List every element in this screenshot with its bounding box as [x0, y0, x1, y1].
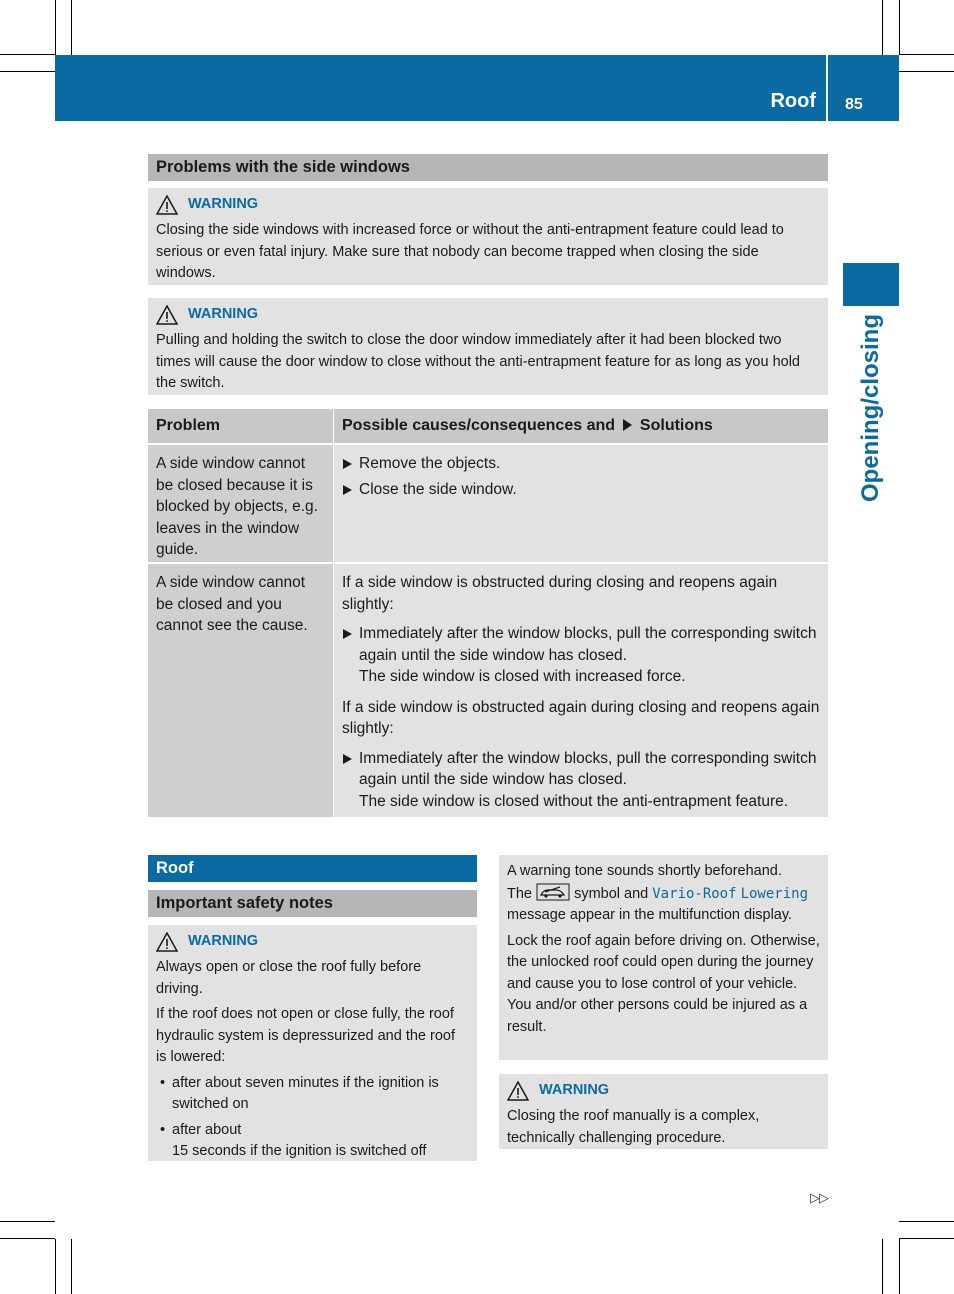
header-section-title: Roof	[770, 90, 816, 112]
crop-mark	[71, 0, 72, 55]
info-text	[507, 883, 820, 927]
section-heading-side-windows: Problems with the side windows	[148, 154, 828, 181]
warning-label: WARNING	[188, 933, 259, 950]
bullet-item	[156, 1120, 469, 1163]
warning-triangle-icon	[156, 195, 178, 215]
solution-intro: If a side window is obstructed again during closing and reopens again slightly:	[342, 698, 820, 737]
bullet-text: 15 seconds if the ignition is switched off	[172, 1143, 427, 1159]
crop-mark	[899, 71, 954, 72]
crop-mark	[0, 54, 55, 55]
info-text-part: symbol and	[574, 885, 649, 902]
solution-result: The side window is closed without the anti-entrapment feature.	[359, 792, 789, 810]
crop-mark	[0, 1221, 55, 1222]
bullet-text: after about	[172, 1121, 242, 1138]
chapter-tab	[843, 263, 899, 306]
solution-step: Immediately after the window blocks, pull the corresponding switch again until the side window has closed.	[342, 623, 820, 666]
crop-mark	[0, 1238, 55, 1239]
display-message-2: Lowering	[740, 885, 809, 902]
info-text: Lock the roof again before driving on. Otherwise, the unlocked roof could open during the journey and cause you to lose control of your vehicle. You and/or other persons could be injured as a result.	[507, 932, 820, 1035]
crop-mark	[899, 1221, 954, 1222]
warning-text: Pulling and holding the switch to close the door window immediately after it had been blocked two times will cause the door window to close without the anti-entrapment feature for as long as you hold the switch.	[156, 332, 800, 391]
header-divider	[826, 55, 828, 121]
crop-mark	[71, 1239, 72, 1294]
crop-mark	[0, 71, 55, 72]
crop-mark	[899, 0, 900, 55]
continue-marker: ▷▷	[810, 1190, 828, 1205]
warning-text: Closing the side windows with increased force or without the anti-entrapment feature could lead to serious or even fatal injury. Make sure that nobody can become trapped when closing the side windows.	[156, 222, 784, 281]
page-number: 85	[845, 96, 863, 113]
warning-triangle-icon	[156, 932, 178, 952]
crop-mark	[899, 1238, 954, 1239]
solution-intro: If a side window is obstructed during closing and reopens again slightly:	[342, 574, 778, 613]
warning-header	[156, 304, 820, 326]
table-cell-solution	[334, 564, 828, 817]
arrow-right-icon	[621, 419, 633, 431]
warning-header	[156, 194, 820, 216]
subsection-heading-safety: Important safety notes	[148, 890, 477, 917]
crop-mark	[899, 1239, 900, 1294]
warning-box	[148, 188, 828, 285]
warning-triangle-icon	[507, 1081, 529, 1101]
crop-mark	[899, 54, 954, 55]
warning-label: WARNING	[188, 306, 259, 323]
warning-box	[148, 298, 828, 395]
solution-step: Close the side window.	[342, 479, 820, 501]
warning-triangle-icon	[156, 305, 178, 325]
solution-result: The side window is closed with increased force.	[359, 668, 686, 685]
convertible-roof-icon	[536, 883, 570, 901]
info-box	[499, 855, 828, 1060]
solution-step: Remove the objects.	[342, 453, 820, 475]
info-text-part: message appear in the multifunction display.	[507, 907, 793, 923]
crop-mark	[55, 1239, 56, 1294]
chapter-title: Opening/closing	[857, 313, 884, 503]
warning-box	[148, 925, 477, 1161]
display-message-1: Vario-Roof	[652, 885, 737, 902]
warning-header	[156, 931, 469, 953]
table-cell-problem: A side window cannot be closed because it is blocked by objects, e.g. leaves in the window guide.	[148, 445, 333, 562]
table-header-problem: Problem	[148, 409, 333, 443]
warning-text: Always open or close the roof fully before driving.	[156, 959, 422, 997]
section-heading-roof: Roof	[148, 855, 477, 882]
warning-text: Closing the roof manually is a complex, technically challenging procedure.	[507, 1108, 760, 1146]
table-cell-problem: A side window cannot be closed and you cannot see the cause.	[148, 564, 333, 817]
warning-header	[507, 1080, 820, 1102]
header-causes-label: Possible causes/consequences and	[342, 417, 616, 434]
bullet-item: • after about seven minutes if the ignition is switched on	[156, 1073, 469, 1116]
header-solutions-label: Solutions	[639, 417, 713, 434]
solution-step: Immediately after the window blocks, pull the corresponding switch again until the side window has closed.	[342, 748, 820, 791]
warning-text: If the roof does not open or close fully, the roof hydraulic system is depressurized and the roof is lowered:	[156, 1006, 456, 1065]
info-text: A warning tone sounds shortly beforehand.	[507, 863, 782, 879]
table-cell-solution	[334, 445, 828, 562]
crop-mark	[882, 1239, 883, 1294]
warning-box	[499, 1074, 828, 1149]
warning-label: WARNING	[188, 196, 259, 213]
info-text-part: The	[507, 885, 532, 902]
crop-mark	[882, 0, 883, 55]
warning-label: WARNING	[539, 1082, 610, 1099]
crop-mark	[55, 0, 56, 55]
table-header-solutions	[334, 409, 828, 443]
